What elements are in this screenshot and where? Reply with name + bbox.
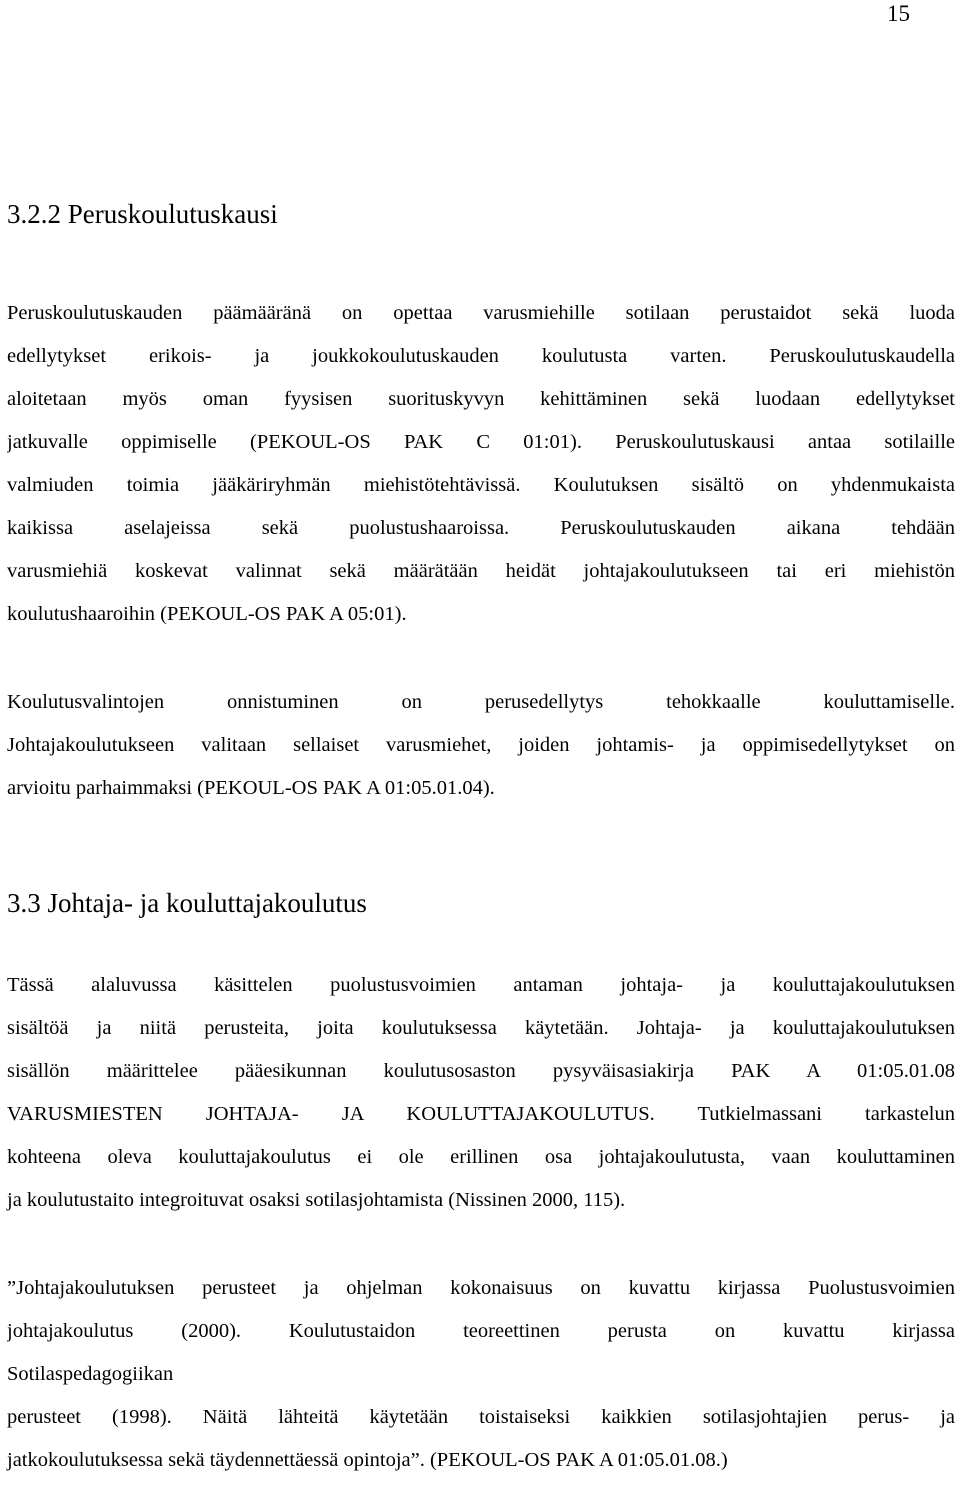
text-line: varusmiehiä koskevat valinnat sekä määrätään heidät johtajakoulutukseen tai eri miehistön [7, 560, 955, 582]
paragraph-johtajakoulutus-1 [7, 969, 955, 1227]
text-line: johtajakoulutus (2000). Koulutustaidon teoreettinen perusta on kuvattu kirjassa [7, 1320, 955, 1342]
text-line: arvioitu parhaimmaksi (PEKOUL-OS PAK A 01:05.01.04). [7, 777, 495, 799]
text-line: ”Johtajakoulutuksen perusteet ja ohjelman kokonaisuus on kuvattu kirjassa Puolustusvoimien [7, 1277, 955, 1299]
section-heading-3-3: 3.3 Johtaja- ja kouluttajakoulutus [7, 888, 367, 918]
text-line: Koulutusvalintojen onnistuminen on perusedellytys tehokkaalle kouluttamiselle. [7, 691, 955, 713]
text-line: sisältöä ja niitä perusteita, joita koulutuksessa käytetään. Johtaja- ja kouluttajakoulutuksen [7, 1017, 955, 1039]
text-line: jatkokoulutuksessa sekä täydennettäessä opintoja”. (PEKOUL-OS PAK A 01:05.01.08.) [7, 1449, 728, 1471]
text-line: valmiuden toimia jääkäriryhmän miehistötehtävissä. Koulutuksen sisältö on yhdenmukaista [7, 474, 955, 496]
section-heading-3-2-2: 3.2.2 Peruskoulutuskausi [7, 199, 278, 229]
paragraph-peruskoulutuskausi-1 [7, 297, 955, 641]
text-line: kaikissa aselajeissa sekä puolustushaaroissa. Peruskoulutuskauden aikana tehdään [7, 517, 955, 539]
paragraph-johtajakoulutus-quote [7, 1272, 955, 1487]
text-line: Sotilaspedagogiikan [7, 1363, 174, 1385]
text-line: sisällön määrittelee pääesikunnan koulutusosaston pysyväisasiakirja PAK A 01:05.01.08 [7, 1060, 955, 1082]
text-line: edellytykset erikois- ja joukkokoulutuskauden koulutusta varten. Peruskoulutuskaudella [7, 345, 955, 367]
text-line: VARUSMIESTEN JOHTAJA- JA KOULUTTAJAKOULUTUS. Tutkielmassani tarkastelun [7, 1103, 955, 1125]
text-line: kohteena oleva kouluttajakoulutus ei ole erillinen osa johtajakoulutusta, vaan kouluttaminen [7, 1146, 955, 1168]
text-line: ja koulutustaito integroituvat osaksi sotilasjohtamista (Nissinen 2000, 115). [7, 1189, 626, 1211]
text-line: Johtajakoulutukseen valitaan sellaiset varusmiehet, joiden johtamis- ja oppimisedellytykset on [7, 734, 955, 756]
text-line: aloitetaan myös oman fyysisen suorituskyvyn kehittäminen sekä luodaan edellytykset [7, 388, 955, 410]
page-number: 15 [887, 1, 910, 26]
text-line: koulutushaaroihin (PEKOUL-OS PAK A 05:01). [7, 603, 407, 625]
paragraph-peruskoulutuskausi-2 [7, 686, 955, 815]
text-line: perusteet (1998). Näitä lähteitä käytetään toistaiseksi kaikkien sotilasjohtajien perus- ja [7, 1406, 955, 1428]
text-line: Peruskoulutuskauden päämääränä on opettaa varusmiehille sotilaan perustaidot sekä luoda [7, 302, 955, 324]
text-line: jatkuvalle oppimiselle (PEKOUL-OS PAK C 01:01). Peruskoulutuskausi antaa sotilaille [7, 431, 955, 453]
text-line: Tässä alaluvussa käsittelen puolustusvoimien antaman johtaja- ja kouluttajakoulutuksen [7, 974, 955, 996]
